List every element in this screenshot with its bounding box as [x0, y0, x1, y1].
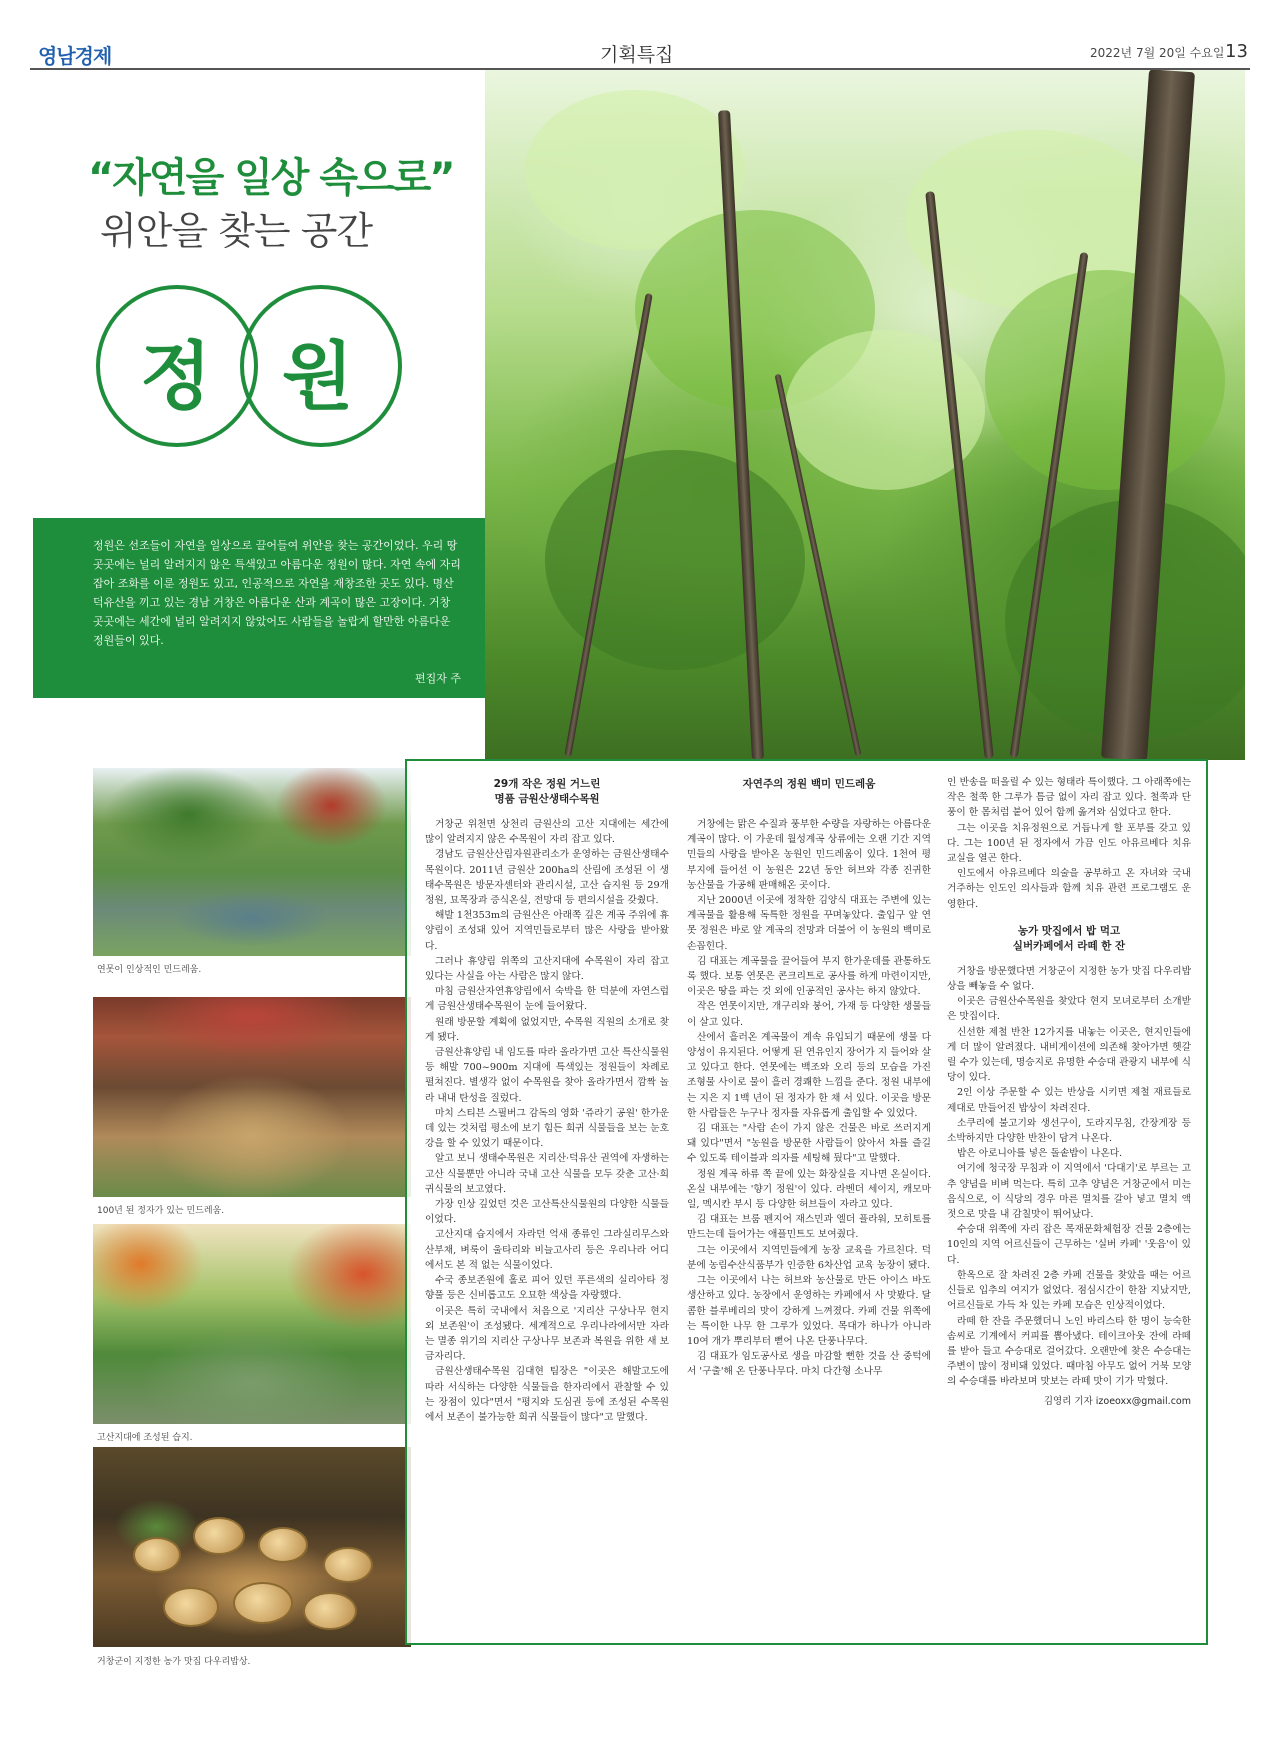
paragraph: 이곳은 금원산수목원을 찾았다 현지 모녀로부터 소개받은 맛집이다. [947, 996, 1191, 1023]
paragraph: 그는 이곳에서 나는 허브와 농산물로 만든 아이스 바도 생산하고 있다. 농장에서 운영하는 카페에서 사 맛봤다. 달콤한 블루베리의 맛이 강하게 느껴졌다. 카페 건물 위쪽에는 특이한 나무 한 그루가 있었다. 목대가 하나가 아니라 10여 개가 뿌리부터 뻗어 나온 단풍나무다. [687, 1275, 931, 1347]
headline-subtitle: 위안을 찾는 공간 [100, 209, 373, 253]
photo-farm-restaurant-meal [93, 1447, 411, 1647]
paragraph: 해발 1천353m의 금원산은 아래쪽 깊은 계곡 주위에 휴양림이 조성돼 있어 지역민들로부터 많은 사랑을 받아왔다. [425, 910, 669, 952]
photo-highland-wetland [93, 1224, 411, 1424]
paragraph: 경남도 금원산산림자원관리소가 운영하는 금원산생태수목원이다. 2011년 금원산 200ha의 산림에 조성된 이 생태수목원은 방문자센터와 관리시설, 고산 습지원 등 29개 정원, 묘목장과 증식온실, 전망대 등 편의시설을 갖췄다. [425, 849, 669, 907]
paragraph: 거창에는 맑은 수질과 풍부한 수량을 자랑하는 아름다운 계곡이 많다. 이 가운데 월성계곡 상류에는 오랜 기간 지역민들의 사랑을 받아온 농원인 민드레움이 있다. 1천여 평 부지에 들어선 이 농원은 22년 동안 허브와 각종 진귀한 농산물을 가공해 판매해온 곳이다. [687, 819, 931, 891]
page-number: 13 [1225, 41, 1248, 62]
paragraph: 금원산생태수목원 김대현 팀장은 "이곳은 해발고도에 따라 서식하는 다양한 식물들을 한자리에서 관찰할 수 있는 장점이 있다"면서 "평지와 도심권 등에 조성된 수목원에서 보존이 불가능한 희귀 식물들이 많다"고 말했다. [425, 1366, 669, 1423]
headline-char-jeong: 정 [140, 334, 212, 420]
paragraph: 여기에 청국장 무침과 이 지역에서 '다대기'로 부르는 고추 양념을 비벼 먹는다. 특히 고추 양념은 거창군에서 미는 음식으로, 이 식당의 경우 마른 멸치를 갈아 넣고 멸치 액젓으로 맛을 내 감칠맛이 뛰어났다. [947, 1163, 1191, 1221]
paragraph: 산에서 흘러온 계곡물이 계속 유입되기 때문에 생물 다양성이 유지된다. 어떻게 된 연유인지 장어가 지 들어와 살고 있다고 한다. 연못에는 백조와 오리 등의 모습을 가진 조형물 사이로 물이 흘러 경쾌한 느낌을 준다. 정원 내부에는 지은 지 1백 년이 된 정자가 한 채 서 있다. 이곳을 방문한 사람들은 누구나 정자를 자유롭게 출입할 수 있었다. [687, 1031, 931, 1119]
paragraph: 한옥으로 잘 차려진 2층 카페 건물을 찾았을 때는 어르신들로 입추의 여지가 없었다. 점심시간이 한참 지났지만, 어르신들로 가득 차 있는 카페 모습은 인상적이었다. [947, 1269, 1191, 1312]
paragraph: 그는 이곳을 치유정원으로 거듭나게 할 포부를 갖고 있다. 그는 100년 된 정자에서 가끔 인도 아유르베다 치유 교실을 열곤 한다. [947, 822, 1191, 865]
subheading: 자연주의 정원 백미 민드레움 [742, 778, 876, 790]
paragraph: 지난 2000년 이곳에 정착한 김양식 대표는 주변에 있는 계곡물을 활용해 독특한 정원을 꾸며놓았다. 출입구 앞 연못 정원은 바로 앞 계곡의 전망과 더불어 이 농원의 백미로 손꼽힌다. [687, 895, 931, 952]
article-column-3 [947, 775, 1191, 1409]
paragraph: 소쿠리에 불고기와 생선구이, 도라지무침, 간장게장 등 소박하지만 다양한 반찬이 담겨 나온다. [947, 1117, 1191, 1145]
paragraph: 마치 스티븐 스필버그 감독의 영화 '쥬라기 공원' 한가운데 있는 것처럼 평소에 보기 힘든 희귀 식물들을 보는 눈호강을 할 수 있었기 때문이다. [425, 1107, 669, 1150]
subheading: 29개 작은 정원 거느린 명품 금원산생태수목원 [493, 778, 601, 805]
hero-forest-photo [485, 70, 1245, 760]
photo-caption: 100년 된 정자가 있는 민드레움. [97, 1206, 225, 1216]
headline-char-won: 원 [282, 334, 354, 420]
paragraph: 2인 이상 주문할 수 있는 반상을 시키면 제철 재료들로 제대로 만들어진 밥상이 차려진다. [947, 1087, 1191, 1114]
photo-pond-garden [93, 768, 411, 956]
article-panel [405, 759, 1208, 1645]
paragraph: 작은 연못이지만, 개구리와 붕어, 가재 등 다양한 생물들이 살고 있다. [687, 1001, 931, 1028]
paragraph: 이곳은 특히 국내에서 처음으로 '지리산 구상나무 현지 외 보존원'이 조성됐다. 세계적으로 우리나라에서만 자라는 멸종 위기의 지리산 구상나무 보존과 복원을 위한 새 보금자리다. [425, 1305, 669, 1363]
paragraph: 가장 인상 깊었던 것은 고산특산식물원의 다양한 식물들이었다. [425, 1199, 669, 1226]
paragraph: 신선한 제철 반찬 12가지를 내놓는 이곳은, 현지인들에게 더 많이 알려졌다. 내비게이션에 의존해 찾아가면 헷갈릴 수가 있는데, 명승지로 유명한 수승대 관광지 내부에 식당이 있다. [947, 1026, 1191, 1084]
article-column-1 [425, 775, 669, 1425]
paragraph: 알고 보니 생태수목원은 지리산·덕유산 권역에 자생하는 고산 식물뿐만 아니라 국내 고산 식물을 모두 갖춘 고산·희귀식물의 보고였다. [425, 1153, 669, 1195]
paragraph: 김 대표는 계곡물을 끌어들여 부지 한가운데를 관통하도록 했다. 보통 연못은 콘크리트로 공사를 하게 마련이지만, 이곳은 땅을 파는 것 외에 인공적인 공사는 하지 않았다. [687, 955, 931, 998]
paragraph: 고산지대 습지에서 자라던 억새 종류인 그라실리무스와 산부채, 벼룩이 울타리와 비늘고사리 등은 우리나라 어디에서도 본 적 없는 식물이었다. [425, 1229, 669, 1271]
paragraph: 라떼 한 잔을 주문했더니 노인 바리스타 한 명이 능숙한 솜씨로 기계에서 커피를 뽑아냈다. 테이크아웃 잔에 라떼를 받아 들고 수승대로 걸어갔다. 오랜만에 찾은 수승대는 주변이 많이 정비돼 있었다. 때마침 아무도 없어 거북 모양의 수승대를 바라보며 맛보는 라떼 맛이 기가 막혔다. [947, 1315, 1191, 1388]
paragraph: 수국 종보존원에 홀로 피어 있던 푸른색의 실리아타 정향풀 등은 신비롭고도 오묘한 색상을 자랑했다. [425, 1275, 669, 1302]
photo-caption: 연못이 인상적인 민드레움. [97, 965, 202, 975]
paragraph: 김 대표가 임도공사로 생을 마감할 뻔한 것을 산 중턱에서 '구출'해 온 단풍나무다. 마치 다간형 소나무 [687, 1351, 931, 1378]
editor-intro-box [33, 518, 485, 698]
issue-date: 2022년 7월 20일 수요일 [1090, 46, 1225, 60]
paragraph: 정원 계곡 하류 쪽 끝에 있는 화장실을 지나면 온실이다. 온실 내부에는 '향기 정원'이 있다. 라벤더 세이지, 캐모마일, 멕시칸 부시 등 다양한 허브들이 자라고 있다. [687, 1168, 931, 1211]
paragraph: 마침 금원산자연휴양림에서 숙박을 한 덕분에 자연스럽게 금원산생태수목원이 눈에 들어왔다. [425, 986, 669, 1013]
paragraph: 원래 방문할 계획에 없었지만, 수목원 직원의 소개로 찾게 됐다. [425, 1016, 669, 1043]
intro-credit: 편집자 주 [414, 672, 461, 685]
paragraph: 금원산휴양림 내 임도를 따라 올라가면 고산 특산식물원 등 해발 700~900m 지대에 특색있는 정원들이 차례로 펼쳐진다. 별생각 없이 수목원을 찾아 올라가면서 깜짝 놀라 내내 탄성을 질렀다. [425, 1047, 669, 1104]
reporter-byline: 김영리 기자 izoeoxx@gmail.com [1043, 1395, 1191, 1407]
paragraph: 거창군 위천면 상천리 금원산의 고산 지대에는 세간에 많이 알려지지 않은 수목원이 자리 잡고 있다. [425, 819, 669, 846]
headline-quote: “자연을 일상 속으로” [88, 155, 454, 201]
paragraph: 김 대표는 "사람 손이 가지 않은 건물은 바로 쓰러지게 돼 있다"면서 "농원을 방문한 사람들이 앉아서 차를 즐길 수 있도록 테이블과 의자를 세팅해 뒀다"고 말했다. [687, 1123, 931, 1165]
article-column-2 [687, 775, 931, 1380]
paragraph: 김 대표는 브룸 펜지어 재스민과 엘더 플라워, 모히토를 만드는데 들어가는 애플민트도 보여줬다. [687, 1214, 931, 1241]
paragraph: 그러나 휴양림 위쪽의 고산지대에 수목원이 자리 잡고 있다는 사실을 아는 사람은 많지 않다. [425, 955, 669, 983]
photo-old-pavilion [93, 997, 411, 1197]
photo-caption: 거창군이 지정한 농가 맛집 다우리밥상. [97, 1657, 251, 1667]
paragraph: 거창을 방문했다면 거창군이 지정한 농가 맛집 다우리밥상을 빼놓을 수 없다. [947, 965, 1191, 993]
paragraph: 밥은 아로니아를 넣은 돌솥밥이 나온다. [957, 1148, 1123, 1160]
section-title: 기획특집 [600, 44, 674, 66]
subheading: 농가 맛집에서 밥 먹고 실버카페에서 라떼 한 잔 [1012, 924, 1126, 952]
paragraph: 그는 이곳에서 지역민들에게 농장 교육을 가르친다. 덕분에 농림수산식품부가 인증한 6차산업 교육 농장이 됐다. [687, 1244, 931, 1271]
paragraph: 인 반송을 떠올릴 수 있는 형태라 특이했다. 그 아래쪽에는 작은 철쭉 한 그루가 틈금 없이 자리 잡고 있다. 철쭉과 단풍이 한 몸처럼 붙어 있어 함께 옮겨와 심었다고 한다. [947, 777, 1191, 819]
paragraph: 수승대 위쪽에 자리 잡은 목재문화체험장 건물 2층에는 10인의 지역 어르신들이 근무하는 '실버 카페' '웃음'이 있다. [947, 1224, 1191, 1266]
photo-caption: 고산지대에 조성된 습지. [97, 1433, 193, 1443]
masthead-logo: 영남경제 [38, 44, 112, 68]
paragraph: 인도에서 아유르베다 의술을 공부하고 온 자녀와 국내 거주하는 인도인 의사들과 함께 치유 관련 프로그램도 운영한다. [947, 868, 1191, 910]
intro-text: 정원은 선조들이 자연을 일상으로 끌어들여 위안을 찾는 공간이었다. 우리 땅 곳곳에는 널리 알려지지 않은 특색있고 아름다운 정원이 많다. 자연 속에 자리 잡아 조화를 이룬 정원도 있고, 인공적으로 자연을 재창조한 곳도 있다. 명산 덕유산을 끼고 있는 경남 거창은 아름다운 산과 계곡이 많은 고장이다. 거창 곳곳에는 세간에 널리 알려지지 않았어도 사람들을 놀랍게 할만한 아름다운 정원들이 있다. [93, 539, 461, 647]
